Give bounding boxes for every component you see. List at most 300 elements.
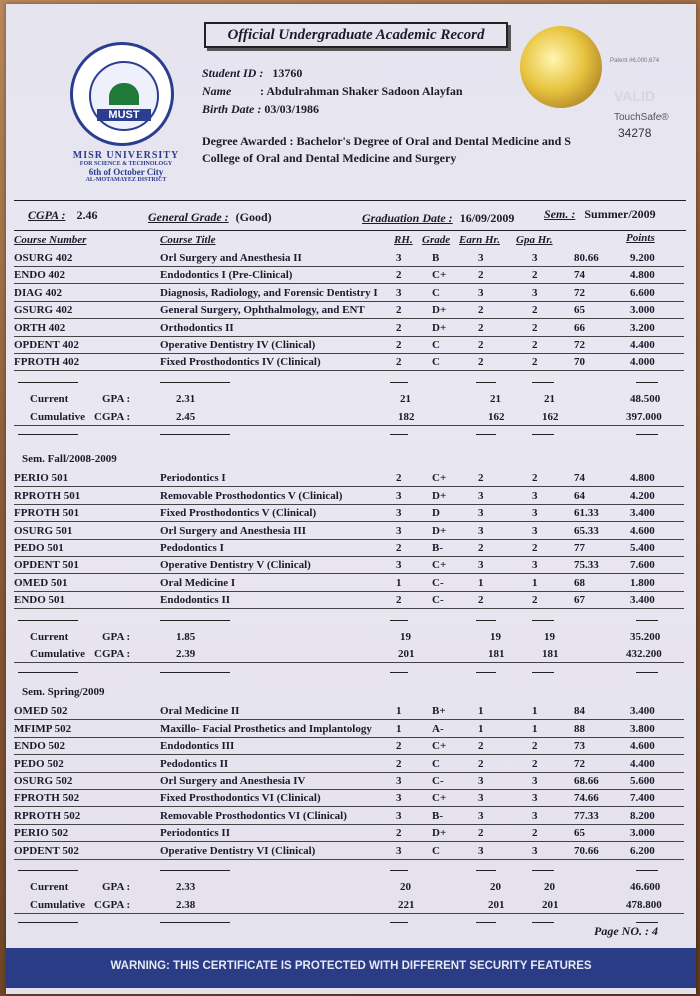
row-rule (14, 425, 684, 426)
dash-rule (160, 870, 230, 871)
cgpa-summary (28, 208, 97, 223)
current-label: Current (30, 393, 69, 406)
logo-emblem (89, 61, 159, 131)
col-course-title: Course Title (160, 234, 216, 246)
table-row (14, 267, 684, 284)
university-city: 6th of October City (88, 167, 164, 177)
course-grade: D+ (432, 827, 447, 840)
course-grade: C+ (432, 559, 447, 572)
current-gpa-row (14, 391, 684, 408)
course-number: OMED 501 (14, 576, 68, 589)
current-gpa-row (14, 629, 684, 646)
page-number: Page NO. : 4 (594, 924, 658, 938)
course-earn-hr: 2 (478, 827, 484, 840)
course-rh: 2 (396, 827, 402, 840)
cumulative-gpa-row (14, 409, 684, 426)
semester-summary (544, 207, 656, 222)
course-number: OSURG 501 (14, 524, 73, 537)
course-number: GSURG 402 (14, 304, 73, 317)
general-grade-value: (Good) (235, 210, 272, 224)
course-number: FPROTH 402 (14, 356, 80, 369)
cgpa-value: 2.46 (76, 208, 98, 222)
current-gpa-total: 21 (544, 393, 555, 406)
course-title: Periodontics II (160, 827, 230, 840)
course-rh: 3 (396, 844, 402, 857)
table-row (14, 575, 684, 592)
col-course-number: Course Number (14, 234, 87, 246)
course-points: 4.400 (630, 757, 655, 770)
cgpa-label: CGPA : (94, 410, 131, 423)
course-marks: 72 (574, 286, 585, 299)
course-points: 6.200 (630, 844, 655, 857)
course-number: OPDENT 502 (14, 844, 79, 857)
current-label: Current (30, 631, 69, 643)
university-name: MISR UNIVERSITY (72, 150, 180, 161)
course-earn-hr: 1 (478, 576, 484, 589)
student-id-row (202, 66, 302, 81)
course-gpa-hr: 2 (532, 339, 538, 351)
document-title: Official Undergraduate Academic Record (204, 22, 508, 48)
course-number: ORTH 402 (14, 321, 66, 334)
col-rh: RH. (394, 234, 413, 246)
course-grade: B (432, 252, 440, 264)
dash-rule (160, 922, 230, 923)
security-warning-banner: WARNING: THIS CERTIFICATE IS PROTECTED WITH DIFFERENT SECURITY FEATURES (6, 948, 696, 988)
course-marks: 64 (574, 489, 585, 502)
gpa-label: GPA : (102, 881, 131, 894)
course-points: 9.200 (630, 252, 655, 264)
course-grade: C- (432, 775, 444, 787)
dash-rule (476, 620, 496, 621)
cumulative-cgpa-value: 2.39 (176, 648, 196, 661)
course-rh: 3 (396, 792, 402, 805)
course-rh: 2 (396, 740, 402, 753)
course-grade: C (432, 286, 440, 299)
cumulative-cgpa-value: 2.45 (176, 410, 196, 423)
course-gpa-hr: 2 (532, 594, 538, 607)
course-rh: 2 (396, 472, 402, 485)
course-points: 7.600 (630, 559, 655, 572)
current-gpa-value: 2.31 (176, 393, 196, 406)
course-gpa-hr: 2 (532, 757, 538, 770)
patent-text: Patent #6,000,674 (610, 58, 660, 64)
graduation-value: 16/09/2009 (459, 211, 515, 225)
course-marks: 74 (574, 472, 585, 485)
dash-rule (532, 672, 554, 673)
dash-rule (532, 382, 554, 383)
course-rh: 3 (396, 286, 402, 299)
cumulative-cgpa-value: 2.38 (176, 898, 196, 911)
course-number: RPROTH 502 (14, 809, 81, 822)
course-number: PEDO 502 (14, 757, 64, 770)
cumulative-rh-total: 221 (398, 898, 415, 911)
current-gpa-total: 20 (544, 881, 555, 894)
table-row (14, 825, 684, 842)
table-row (14, 523, 684, 540)
course-points: 3.400 (630, 594, 655, 607)
course-marks: 65.33 (574, 524, 599, 537)
course-number: OPDENT 501 (14, 559, 79, 572)
dash-rule (476, 382, 496, 383)
dash-rule (18, 672, 78, 673)
course-title: Maxillo- Facial Prosthetics and Implantology (160, 722, 372, 735)
table-row (14, 470, 684, 487)
table-row (14, 557, 684, 574)
birth-label: Birth Date : (202, 102, 262, 116)
course-points: 8.200 (630, 809, 655, 822)
course-marks: 74 (574, 269, 585, 282)
course-number: ENDO 402 (14, 269, 66, 282)
course-marks: 88 (574, 722, 585, 735)
graduation-label: Graduation Date : (362, 211, 453, 225)
course-gpa-hr: 1 (532, 722, 538, 735)
dash-rule (390, 672, 408, 673)
semester-heading: Sem. Spring/2009 (22, 686, 105, 698)
col-gpa-hr: Gpa Hr. (516, 234, 553, 246)
general-grade (148, 210, 272, 225)
course-title: Orthodontics II (160, 321, 234, 334)
course-title: Removable Prosthodontics VI (Clinical) (160, 809, 347, 822)
course-number: PEDO 501 (14, 542, 64, 554)
cumulative-earn-total: 201 (488, 898, 505, 911)
course-grade: C (432, 339, 440, 351)
course-points: 4.800 (630, 269, 655, 282)
course-title: Operative Dentistry VI (Clinical) (160, 844, 316, 857)
course-rh: 2 (396, 304, 402, 317)
course-gpa-hr: 3 (532, 252, 538, 264)
course-earn-hr: 2 (478, 757, 484, 770)
course-earn-hr: 3 (478, 775, 484, 787)
cumulative-points-total: 432.200 (626, 648, 662, 661)
row-rule (14, 662, 684, 663)
course-earn-hr: 1 (478, 722, 484, 735)
course-earn-hr: 3 (478, 792, 484, 805)
semester-value: Summer/2009 (584, 207, 656, 221)
course-gpa-hr: 3 (532, 792, 538, 805)
course-points: 4.600 (630, 740, 655, 753)
course-number: FPROTH 502 (14, 792, 80, 805)
col-earn-hr: Earn Hr. (459, 234, 500, 246)
hologram-seal (520, 26, 602, 108)
course-earn-hr: 3 (478, 489, 484, 502)
dash-rule (18, 922, 78, 923)
cumulative-gpa-row (14, 897, 684, 914)
cgpa-label: CGPA : (94, 648, 131, 661)
table-row (14, 808, 684, 825)
course-rh: 2 (396, 269, 402, 282)
course-title: Pedodontics I (160, 542, 224, 554)
course-title: Operative Dentistry IV (Clinical) (160, 339, 316, 351)
col-grade: Grade (422, 234, 451, 246)
row-rule (14, 859, 684, 860)
course-number: RPROTH 501 (14, 489, 81, 502)
student-id-label: Student ID : (202, 66, 264, 80)
current-label: Current (30, 881, 69, 894)
course-marks: 77 (574, 542, 585, 554)
course-marks: 61.33 (574, 507, 599, 520)
cgpa-label: CGPA : (94, 898, 131, 911)
course-number: ENDO 502 (14, 740, 66, 753)
course-marks: 72 (574, 757, 585, 770)
course-gpa-hr: 2 (532, 740, 538, 753)
dash-rule (18, 870, 78, 871)
course-points: 3.400 (630, 507, 655, 520)
dash-rule (390, 382, 408, 383)
course-rh: 3 (396, 524, 402, 537)
table-row (14, 843, 684, 860)
current-points-total: 48.500 (630, 393, 661, 406)
course-number: PERIO 502 (14, 827, 69, 840)
table-row (14, 250, 684, 267)
course-number: OPDENT 402 (14, 339, 79, 351)
course-marks: 72 (574, 339, 585, 351)
current-points-total: 46.600 (630, 881, 661, 894)
table-row (14, 721, 684, 738)
course-points: 4.800 (630, 472, 655, 485)
course-earn-hr: 1 (478, 705, 484, 718)
dash-rule (636, 382, 658, 383)
table-row (14, 703, 684, 720)
dash-rule (390, 620, 408, 621)
dash-rule (18, 434, 78, 435)
course-gpa-hr: 2 (532, 356, 538, 369)
table-row (14, 540, 684, 557)
course-earn-hr: 2 (478, 339, 484, 351)
dash-rule (476, 870, 496, 871)
course-grade: B- (432, 542, 443, 554)
course-rh: 2 (396, 757, 402, 770)
dash-rule (160, 434, 230, 435)
course-title: Endodontics II (160, 594, 231, 607)
course-gpa-hr: 3 (532, 559, 538, 572)
gpa-label: GPA : (102, 393, 131, 406)
current-gpa-value: 1.85 (176, 631, 196, 643)
course-gpa-hr: 2 (532, 321, 538, 334)
dash-rule (636, 620, 658, 621)
university-district: AL-MOTAMAYEZ DISTRICT (85, 177, 167, 183)
cumulative-points-total: 478.800 (626, 898, 662, 911)
touchsafe-number: 34278 (618, 126, 652, 140)
course-rh: 1 (396, 576, 402, 589)
table-row (14, 738, 684, 755)
table-row (14, 354, 684, 371)
logo-text: MUST (97, 109, 151, 121)
course-number: MFIMP 502 (14, 722, 72, 735)
table-row (14, 488, 684, 505)
current-gpa-row (14, 879, 684, 896)
course-rh: 3 (396, 809, 402, 822)
course-gpa-hr: 3 (532, 286, 538, 299)
course-title: Orl Surgery and Anesthesia IV (160, 775, 306, 787)
dash-rule (636, 434, 658, 435)
current-earn-total: 19 (490, 631, 501, 643)
course-grade: A- (432, 722, 444, 735)
course-marks: 74.66 (574, 792, 599, 805)
course-gpa-hr: 1 (532, 705, 538, 718)
cumulative-gpa-total: 181 (542, 648, 559, 661)
course-rh: 3 (396, 775, 402, 787)
course-grade: B- (432, 809, 443, 822)
course-marks: 73 (574, 740, 585, 753)
course-grade: C- (432, 576, 444, 589)
cumulative-rh-total: 182 (398, 410, 415, 423)
course-gpa-hr: 2 (532, 269, 538, 282)
cumulative-rh-total: 201 (398, 648, 415, 661)
course-title: Orl Surgery and Anesthesia II (160, 252, 302, 264)
course-rh: 1 (396, 705, 402, 718)
course-earn-hr: 2 (478, 740, 484, 753)
current-earn-total: 20 (490, 881, 501, 894)
dash-rule (636, 672, 658, 673)
course-grade: D+ (432, 321, 447, 334)
course-title: Orl Surgery and Anesthesia III (160, 524, 307, 537)
dash-rule (476, 672, 496, 673)
course-title: Endodontics III (160, 740, 235, 753)
course-points: 4.000 (630, 356, 655, 369)
course-rh: 2 (396, 339, 402, 351)
university-sub: FOR SCIENCE & TECHNOLOGY (79, 161, 173, 167)
course-points: 1.800 (630, 576, 655, 589)
course-title: Pedodontics II (160, 757, 229, 770)
course-points: 3.400 (630, 705, 655, 718)
course-points: 5.400 (630, 542, 655, 554)
cumulative-earn-total: 181 (488, 648, 505, 661)
university-block (68, 150, 184, 183)
table-row (14, 773, 684, 790)
course-points: 4.200 (630, 489, 655, 502)
table-row (14, 756, 684, 773)
course-title: Fixed Prosthodontics IV (Clinical) (160, 356, 321, 369)
course-gpa-hr: 3 (532, 524, 538, 537)
course-rh: 2 (396, 356, 402, 369)
table-row (14, 302, 684, 319)
course-marks: 70.66 (574, 844, 599, 857)
course-points: 3.000 (630, 304, 655, 317)
table-row (14, 790, 684, 807)
course-earn-hr: 2 (478, 321, 484, 334)
table-row (14, 320, 684, 337)
course-title: Periodontics I (160, 472, 226, 485)
course-earn-hr: 3 (478, 524, 484, 537)
dash-rule (476, 922, 496, 923)
row-rule (14, 370, 684, 371)
course-points: 3.000 (630, 827, 655, 840)
course-gpa-hr: 2 (532, 827, 538, 840)
course-earn-hr: 3 (478, 252, 484, 264)
course-points: 6.600 (630, 286, 655, 299)
current-points-total: 35.200 (630, 631, 661, 643)
cumulative-gpa-row (14, 646, 684, 663)
course-earn-hr: 2 (478, 356, 484, 369)
course-earn-hr: 2 (478, 472, 484, 485)
course-grade: C- (432, 594, 444, 607)
course-gpa-hr: 2 (532, 542, 538, 554)
course-grade: C+ (432, 472, 447, 485)
table-row (14, 505, 684, 522)
course-marks: 80.66 (574, 252, 599, 264)
course-earn-hr: 2 (478, 304, 484, 317)
course-marks: 68 (574, 576, 585, 589)
course-rh: 3 (396, 489, 402, 502)
degree-line: Degree Awarded : Bachelor's Degree of Oral and Dental Medicine and S (202, 134, 571, 148)
course-earn-hr: 3 (478, 809, 484, 822)
course-number: OSURG 502 (14, 775, 73, 787)
course-rh: 3 (396, 252, 402, 264)
course-marks: 77.33 (574, 809, 599, 822)
course-title: Fixed Prosthodontics V (Clinical) (160, 507, 317, 520)
course-gpa-hr: 3 (532, 809, 538, 822)
course-marks: 70 (574, 356, 585, 369)
cumulative-label: Cumulative (30, 648, 85, 661)
course-gpa-hr: 3 (532, 844, 538, 857)
row-rule (14, 608, 684, 609)
course-earn-hr: 3 (478, 286, 484, 299)
table-row (14, 592, 684, 609)
cumulative-earn-total: 162 (488, 410, 505, 423)
course-title: Oral Medicine I (160, 576, 236, 589)
course-marks: 75.33 (574, 559, 599, 572)
course-number: FPROTH 501 (14, 507, 80, 520)
course-earn-hr: 3 (478, 844, 484, 857)
dash-rule (532, 434, 554, 435)
course-grade: D (432, 507, 440, 520)
course-earn-hr: 2 (478, 542, 484, 554)
dash-rule (390, 434, 408, 435)
current-gpa-value: 2.33 (176, 881, 196, 894)
course-grade: D+ (432, 489, 447, 502)
course-number: DIAG 402 (14, 286, 62, 299)
course-earn-hr: 2 (478, 269, 484, 282)
course-earn-hr: 2 (478, 594, 484, 607)
course-gpa-hr: 3 (532, 507, 538, 520)
dash-rule (390, 870, 408, 871)
course-gpa-hr: 2 (532, 304, 538, 317)
building-icon (109, 83, 139, 105)
course-title: General Surgery, Ophthalmology, and ENT (160, 304, 365, 317)
dash-rule (160, 620, 230, 621)
course-grade: C+ (432, 792, 447, 805)
course-grade: C+ (432, 269, 447, 282)
general-grade-label: General Grade : (148, 210, 229, 224)
course-marks: 66 (574, 321, 585, 334)
course-points: 4.400 (630, 339, 655, 351)
course-rh: 3 (396, 559, 402, 572)
course-title: Operative Dentistry V (Clinical) (160, 559, 311, 572)
course-title: Fixed Prosthodontics VI (Clinical) (160, 792, 321, 805)
course-earn-hr: 3 (478, 559, 484, 572)
cumulative-label: Cumulative (30, 410, 85, 423)
dash-rule (160, 382, 230, 383)
course-title: Oral Medicine II (160, 705, 240, 718)
cgpa-label: CGPA : (28, 208, 66, 222)
course-earn-hr: 3 (478, 507, 484, 520)
dash-rule (532, 922, 554, 923)
touchsafe-label: TouchSafe® (614, 112, 669, 123)
dash-rule (160, 672, 230, 673)
course-gpa-hr: 3 (532, 775, 538, 787)
name-label: Name (202, 84, 232, 98)
dash-rule (476, 434, 496, 435)
course-rh: 2 (396, 594, 402, 607)
summary-bottom-rule (14, 230, 686, 231)
dash-rule (636, 870, 658, 871)
dash-rule (18, 620, 78, 621)
course-grade: D+ (432, 304, 447, 317)
row-rule (14, 913, 684, 914)
current-earn-total: 21 (490, 393, 501, 406)
course-number: OSURG 402 (14, 252, 73, 264)
column-headers (6, 232, 696, 248)
